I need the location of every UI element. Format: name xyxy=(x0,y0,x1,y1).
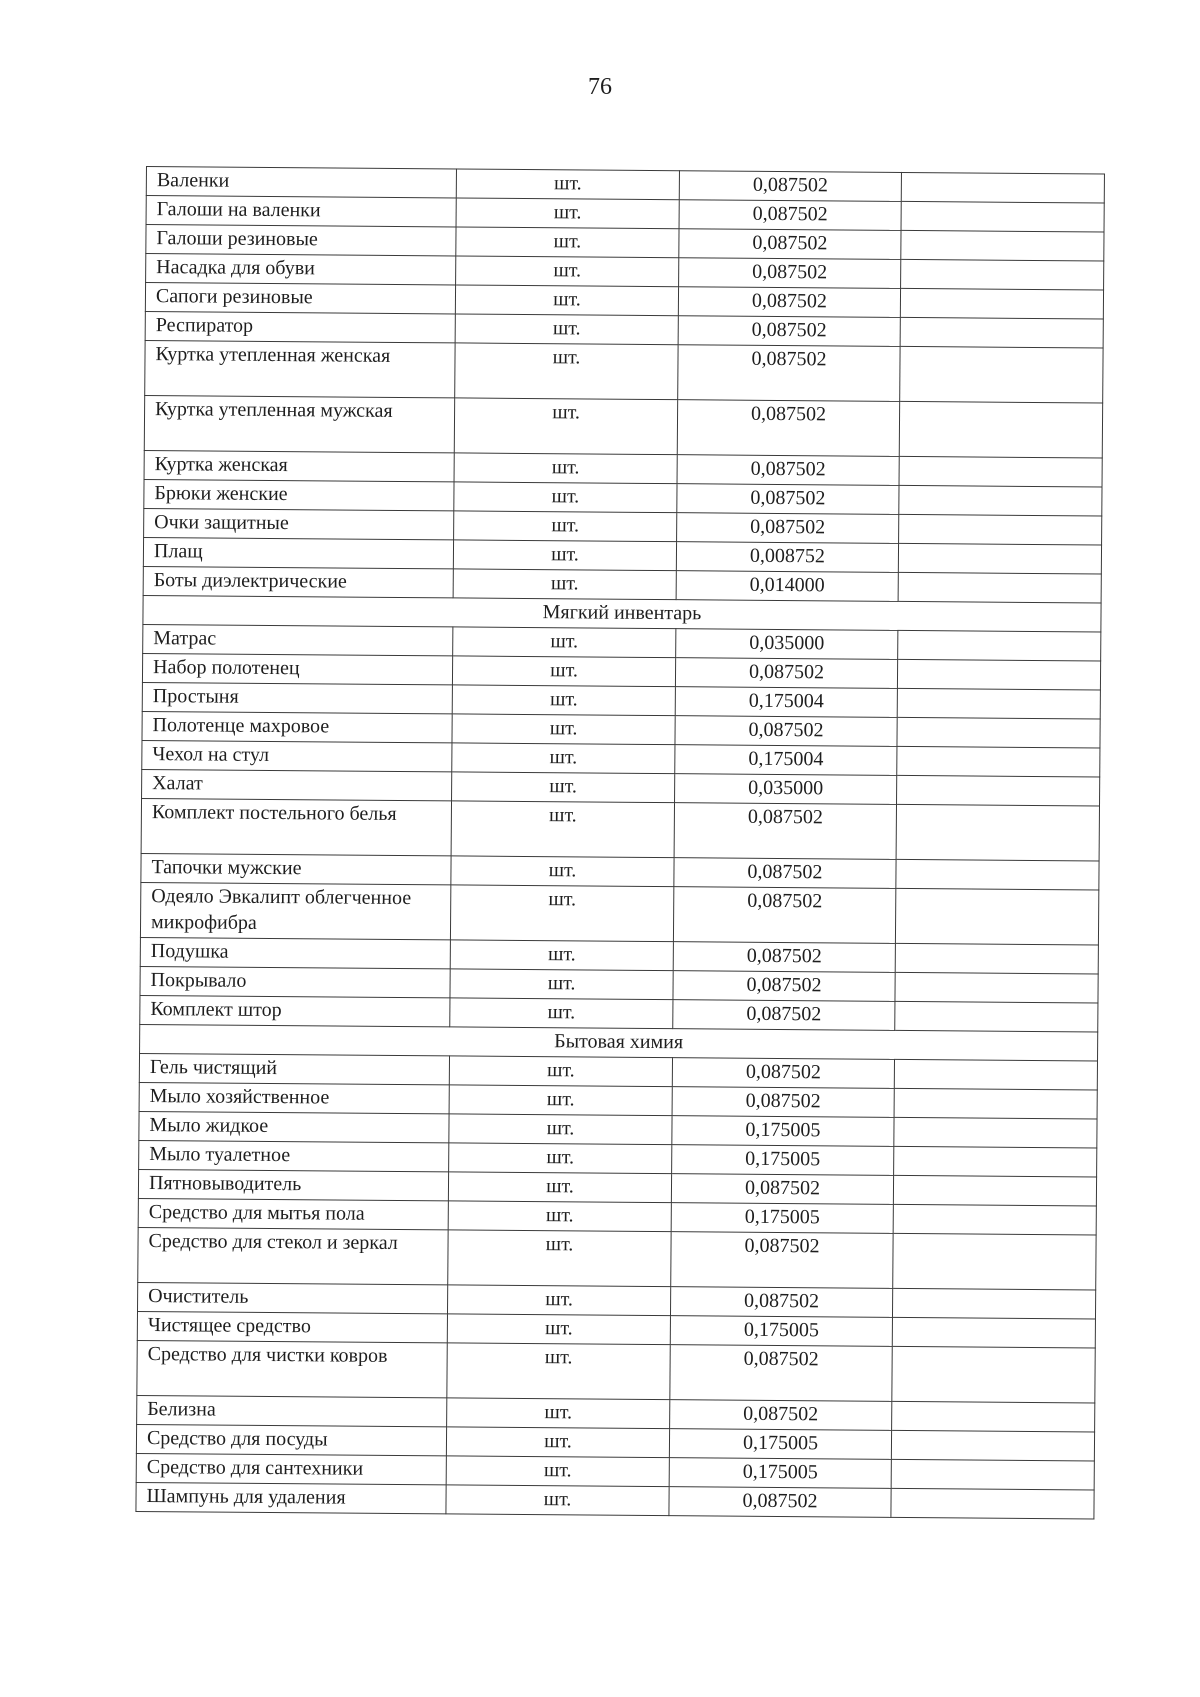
unit-cell: шт. xyxy=(447,1285,670,1316)
quantity-cell: 0,175005 xyxy=(669,1429,891,1460)
unit-cell: шт. xyxy=(454,398,677,455)
unit-cell: шт. xyxy=(456,227,679,258)
item-name-cell: Белизна xyxy=(137,1395,447,1426)
item-name-cell: Шампунь для удаления xyxy=(136,1482,446,1513)
extra-cell xyxy=(900,288,1103,319)
unit-cell: шт. xyxy=(455,285,678,316)
quantity-cell: 0,175005 xyxy=(670,1316,892,1347)
extra-cell xyxy=(898,630,1101,661)
extra-cell xyxy=(893,1204,1096,1235)
item-name-cell: Мыло хозяйственное xyxy=(139,1082,449,1113)
item-name-cell: Простыня xyxy=(142,682,452,713)
quantity-cell: 0,087502 xyxy=(673,887,895,944)
extra-cell xyxy=(891,1430,1094,1461)
item-name-cell: Плащ xyxy=(143,537,453,568)
extra-cell xyxy=(894,1059,1097,1090)
item-name-cell: Тапочки мужские xyxy=(141,853,451,884)
extra-cell xyxy=(892,1288,1095,1319)
unit-cell: шт. xyxy=(451,801,674,858)
quantity-cell: 0,035000 xyxy=(675,774,897,805)
extra-cell xyxy=(895,943,1098,974)
item-name-cell: Гель чистящий xyxy=(139,1053,449,1084)
unit-cell: шт. xyxy=(456,198,679,229)
table-row xyxy=(138,1227,1096,1290)
quantity-cell: 0,087502 xyxy=(675,716,897,747)
item-name-cell: Пятновыводитель xyxy=(138,1169,448,1200)
unit-cell: шт. xyxy=(454,453,677,484)
unit-cell: шт. xyxy=(449,1056,672,1087)
item-name-cell: Полотенце махровое xyxy=(142,711,452,742)
quantity-cell: 0,087502 xyxy=(678,345,900,402)
unit-cell: шт. xyxy=(446,1485,669,1516)
item-name-cell: Комплект постельного белья xyxy=(141,798,451,855)
item-name-cell: Очиститель xyxy=(138,1282,448,1313)
extra-cell xyxy=(892,1401,1095,1432)
unit-cell: шт. xyxy=(449,1085,672,1116)
table-row xyxy=(137,1340,1095,1403)
extra-cell xyxy=(893,1233,1096,1290)
unit-cell: шт. xyxy=(452,685,675,716)
extra-cell xyxy=(901,230,1104,261)
quantity-cell: 0,175005 xyxy=(672,1145,894,1176)
item-name-cell: Средство для сантехники xyxy=(136,1453,446,1484)
extra-cell xyxy=(897,746,1100,777)
quantity-cell: 0,087502 xyxy=(671,1174,893,1205)
unit-cell: шт. xyxy=(450,940,673,971)
unit-cell: шт. xyxy=(448,1172,671,1203)
unit-cell: шт. xyxy=(453,569,676,600)
quantity-cell: 0,087502 xyxy=(669,1487,891,1518)
extra-cell xyxy=(897,659,1100,690)
unit-cell: шт. xyxy=(456,169,679,200)
item-name-cell: Матрас xyxy=(143,624,453,655)
page-number: 76 xyxy=(588,74,612,100)
quantity-cell: 0,014000 xyxy=(676,571,898,602)
quantity-cell: 0,087502 xyxy=(672,1087,894,1118)
unit-cell: шт. xyxy=(454,482,677,513)
unit-cell: шт. xyxy=(452,772,675,803)
unit-cell: шт. xyxy=(456,256,679,287)
extra-cell xyxy=(898,543,1101,574)
extra-cell xyxy=(897,717,1100,748)
item-name-cell: Халат xyxy=(142,769,452,800)
quantity-cell: 0,087502 xyxy=(678,287,900,318)
item-name-cell: Покрывало xyxy=(140,966,450,997)
extra-cell xyxy=(901,172,1104,203)
quantity-cell: 0,087502 xyxy=(679,258,901,289)
unit-cell: шт. xyxy=(447,1398,670,1429)
unit-cell: шт. xyxy=(455,314,678,345)
quantity-cell: 0,175004 xyxy=(675,687,897,718)
quantity-cell: 0,087502 xyxy=(679,200,901,231)
unit-cell: шт. xyxy=(446,1427,669,1458)
table-row xyxy=(145,340,1103,403)
unit-cell: шт. xyxy=(447,1314,670,1345)
extra-cell xyxy=(891,1459,1094,1490)
item-name-cell: Галоши резиновые xyxy=(146,225,456,256)
quantity-cell: 0,175005 xyxy=(671,1203,893,1234)
unit-cell: шт. xyxy=(453,540,676,571)
item-name-cell: Подушка xyxy=(140,937,450,968)
item-name-cell: Сапоги резиновые xyxy=(145,283,455,314)
supplies-table xyxy=(135,166,1105,1519)
unit-cell: шт. xyxy=(446,1456,669,1487)
extra-cell xyxy=(892,1346,1095,1403)
unit-cell: шт. xyxy=(448,1230,671,1287)
extra-cell xyxy=(894,1088,1097,1119)
unit-cell: шт. xyxy=(448,1201,671,1232)
extra-cell xyxy=(891,1488,1094,1519)
extra-cell xyxy=(900,346,1103,403)
item-name-cell: Средство для чистки ковров xyxy=(137,1340,447,1397)
item-name-cell: Куртка женская xyxy=(144,450,454,481)
quantity-cell: 0,087502 xyxy=(673,942,895,973)
extra-cell xyxy=(899,514,1102,545)
item-name-cell: Насадка для обуви xyxy=(146,254,456,285)
unit-cell: шт. xyxy=(452,743,675,774)
quantity-cell: 0,087502 xyxy=(673,971,895,1002)
extra-cell xyxy=(899,456,1102,487)
quantity-cell: 0,087502 xyxy=(674,803,896,860)
unit-cell: шт. xyxy=(450,998,673,1029)
extra-cell xyxy=(896,804,1099,861)
extra-cell xyxy=(898,572,1101,603)
quantity-cell: 0,175005 xyxy=(672,1116,894,1147)
quantity-cell: 0,087502 xyxy=(677,484,899,515)
extra-cell xyxy=(900,317,1103,348)
item-name-cell: Респиратор xyxy=(145,311,455,342)
unit-cell: шт. xyxy=(447,1343,670,1400)
item-name-cell: Куртка утепленная мужская xyxy=(144,395,454,452)
unit-cell: шт. xyxy=(455,343,678,400)
extra-cell xyxy=(895,888,1098,945)
quantity-cell: 0,087502 xyxy=(677,400,899,457)
extra-cell xyxy=(894,1146,1097,1177)
extra-cell xyxy=(893,1175,1096,1206)
quantity-cell: 0,087502 xyxy=(677,455,899,486)
quantity-cell: 0,087502 xyxy=(672,1058,894,1089)
item-name-cell: Очки защитные xyxy=(144,508,454,539)
item-name-cell: Средство для мытья пола xyxy=(138,1198,448,1229)
quantity-cell: 0,087502 xyxy=(671,1232,893,1289)
table-row xyxy=(141,798,1099,861)
quantity-cell: 0,087502 xyxy=(675,658,897,689)
item-name-cell: Галоши на валенки xyxy=(146,196,456,227)
item-name-cell: Одеяло Эвкалипт облегченное микрофибра xyxy=(140,882,450,939)
item-name-cell: Куртка утепленная женская xyxy=(145,340,455,397)
quantity-cell: 0,175005 xyxy=(669,1458,891,1489)
item-name-cell: Боты диэлектрические xyxy=(143,566,453,597)
unit-cell: шт. xyxy=(451,856,674,887)
table-row xyxy=(140,882,1098,945)
quantity-cell: 0,087502 xyxy=(679,229,901,260)
extra-cell xyxy=(897,688,1100,719)
quantity-cell: 0,175004 xyxy=(675,745,897,776)
section-title: Бытовая химия xyxy=(140,1024,1098,1061)
unit-cell: шт. xyxy=(454,511,677,542)
unit-cell: шт. xyxy=(450,969,673,1000)
unit-cell: шт. xyxy=(449,1143,672,1174)
extra-cell xyxy=(899,401,1102,458)
quantity-cell: 0,087502 xyxy=(679,171,901,202)
quantity-cell: 0,087502 xyxy=(670,1400,892,1431)
quantity-cell: 0,087502 xyxy=(678,316,900,347)
quantity-cell: 0,087502 xyxy=(673,1000,895,1031)
extra-cell xyxy=(897,775,1100,806)
item-name-cell: Валенки xyxy=(146,167,456,198)
quantity-cell: 0,087502 xyxy=(670,1345,892,1402)
unit-cell: шт. xyxy=(453,627,676,658)
unit-cell: шт. xyxy=(452,714,675,745)
extra-cell xyxy=(892,1317,1095,1348)
extra-cell xyxy=(895,972,1098,1003)
section-title: Мягкий инвентарь xyxy=(143,595,1101,632)
item-name-cell: Мыло жидкое xyxy=(139,1111,449,1142)
quantity-cell: 0,008752 xyxy=(676,542,898,573)
item-name-cell: Брюки женские xyxy=(144,479,454,510)
unit-cell: шт. xyxy=(452,656,675,687)
extra-cell xyxy=(895,1001,1098,1032)
item-name-cell: Мыло туалетное xyxy=(139,1140,449,1171)
table-row xyxy=(144,395,1102,458)
extra-cell xyxy=(896,859,1099,890)
item-name-cell: Набор полотенец xyxy=(142,653,452,684)
quantity-cell: 0,035000 xyxy=(676,629,898,660)
extra-cell xyxy=(899,485,1102,516)
quantity-cell: 0,087502 xyxy=(677,513,899,544)
item-name-cell: Комплект штор xyxy=(140,995,450,1026)
item-name-cell: Чистящее средство xyxy=(137,1311,447,1342)
extra-cell xyxy=(901,201,1104,232)
extra-cell xyxy=(894,1117,1097,1148)
table-body xyxy=(136,167,1105,1519)
unit-cell: шт. xyxy=(450,885,673,942)
item-name-cell: Средство для стекол и зеркал xyxy=(138,1227,448,1284)
quantity-cell: 0,087502 xyxy=(670,1287,892,1318)
item-name-cell: Чехол на стул xyxy=(142,740,452,771)
table-row xyxy=(136,1482,1094,1519)
quantity-cell: 0,087502 xyxy=(674,858,896,889)
extra-cell xyxy=(901,259,1104,290)
item-name-cell: Средство для посуды xyxy=(136,1424,446,1455)
unit-cell: шт. xyxy=(449,1114,672,1145)
